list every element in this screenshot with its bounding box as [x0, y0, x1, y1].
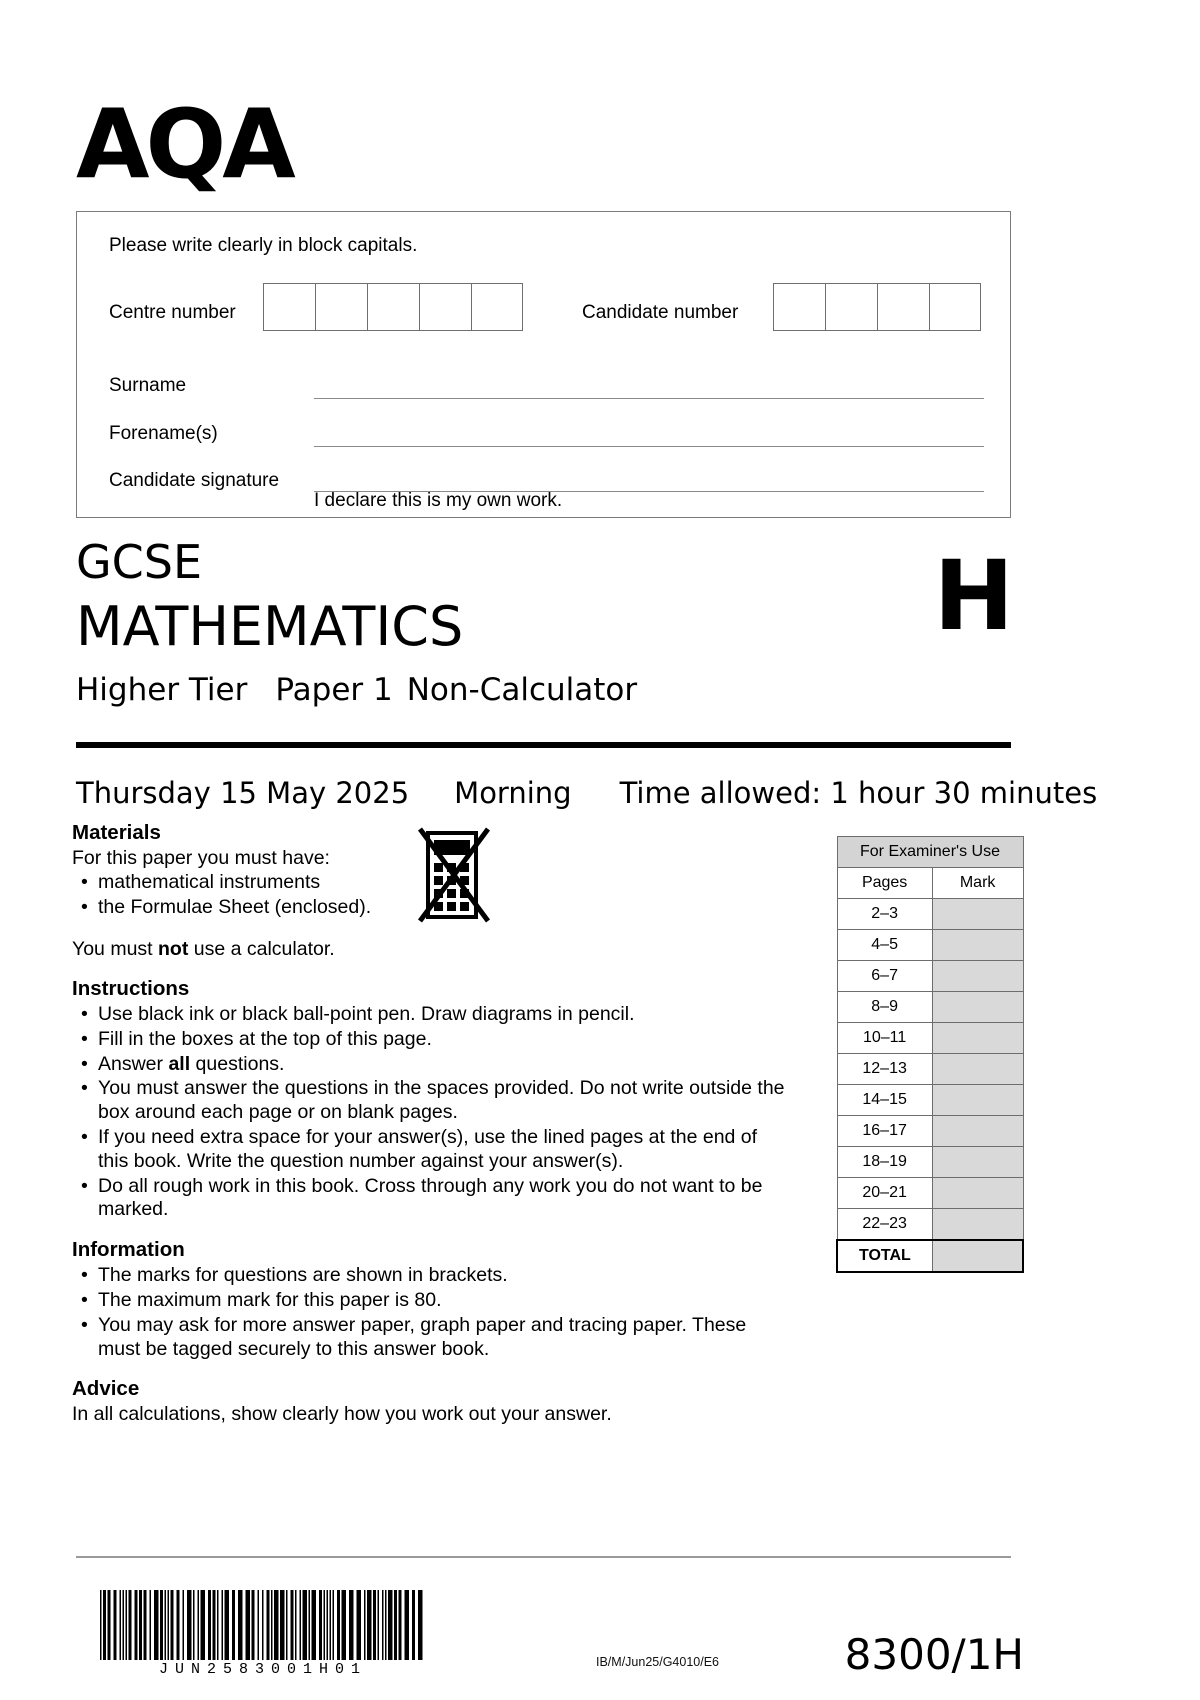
table-row	[837, 1178, 1023, 1209]
table-row	[837, 1147, 1023, 1178]
surname-field[interactable]	[314, 398, 984, 399]
total-label: TOTAL	[837, 1240, 932, 1272]
mark-cell[interactable]	[932, 930, 1023, 961]
document-reference: IB/M/Jun25/G4010/E6	[596, 1655, 719, 1669]
table-row	[837, 992, 1023, 1023]
barcode-text: JUN2583001H01	[158, 1661, 368, 1678]
pages-cell: 12–13	[837, 1054, 932, 1085]
total-value-cell[interactable]	[932, 1240, 1023, 1272]
materials-heading: Materials	[72, 821, 161, 844]
subject-title: MATHEMATICS	[76, 595, 464, 658]
centre-number-cell[interactable]	[419, 283, 471, 331]
centre-number-label: Centre number	[109, 302, 236, 323]
candidate-number-cell[interactable]	[825, 283, 877, 331]
column-header-mark: Mark	[932, 868, 1023, 899]
barcode	[98, 1590, 428, 1660]
centre-number-input[interactable]	[263, 283, 523, 331]
mark-cell[interactable]	[932, 1178, 1023, 1209]
paper-label: Paper 1	[275, 672, 393, 708]
qualification-title: GCSE	[76, 535, 203, 589]
examiner-use-table	[836, 836, 1024, 1273]
pages-cell: 6–7	[837, 961, 932, 992]
list-item: • You must answer the questions in the spaces provided. Do not write outside the box around each page or on blank pages.	[98, 1077, 792, 1125]
forename-label: Forename(s)	[109, 423, 218, 444]
information-list	[72, 1264, 792, 1361]
pages-cell: 22–23	[837, 1209, 932, 1241]
surname-label: Surname	[109, 375, 187, 396]
centre-number-cell[interactable]	[263, 283, 315, 331]
pages-cell: 14–15	[837, 1085, 932, 1116]
centre-number-cell[interactable]	[471, 283, 523, 331]
information-heading: Information	[72, 1238, 185, 1262]
tier-letter-badge: H	[933, 540, 1014, 652]
materials-list	[72, 871, 792, 920]
exam-session: Morning	[454, 776, 572, 810]
tier-label: Higher Tier	[76, 672, 248, 708]
list-item: • If you need extra space for your answer(s), use the lined pages at the end of this book. Write the question number against your answer(s).	[98, 1126, 792, 1174]
table-row	[837, 1116, 1023, 1147]
list-item: • mathematical instruments	[98, 871, 792, 895]
candidate-number-cell[interactable]	[877, 283, 929, 331]
mark-cell[interactable]	[932, 1023, 1023, 1054]
mark-cell[interactable]	[932, 1209, 1023, 1241]
list-item: • Do all rough work in this book. Cross through any work you do not want to be marked.	[98, 1175, 792, 1223]
mark-cell[interactable]	[932, 961, 1023, 992]
instructions-list	[72, 1003, 792, 1222]
instructions-heading: Instructions	[72, 977, 190, 1001]
instructions-column	[72, 820, 792, 1427]
examiner-table-total-row	[837, 1240, 1023, 1272]
mark-cell[interactable]	[932, 1054, 1023, 1085]
time-allowed: Time allowed: 1 hour 30 minutes	[619, 776, 1098, 810]
mark-cell[interactable]	[932, 1116, 1023, 1147]
table-row	[837, 1054, 1023, 1085]
mark-cell[interactable]	[932, 992, 1023, 1023]
calculator-note	[72, 938, 792, 962]
candidate-number-input[interactable]	[773, 283, 981, 331]
exam-date: Thursday 15 May 2025	[76, 776, 410, 810]
forename-field[interactable]	[314, 446, 984, 447]
aqa-logo: AQA	[76, 90, 292, 200]
pages-cell: 8–9	[837, 992, 932, 1023]
pages-cell: 10–11	[837, 1023, 932, 1054]
mark-cell[interactable]	[932, 1147, 1023, 1178]
table-row	[837, 1209, 1023, 1241]
calculator-label: Non-Calculator	[406, 672, 638, 708]
candidate-details-box	[76, 211, 1011, 518]
candidate-number-label: Candidate number	[582, 302, 739, 323]
list-item: • Answer all questions.	[98, 1053, 792, 1077]
table-row	[837, 1085, 1023, 1116]
block-capitals-instruction: Please write clearly in block capitals.	[109, 235, 418, 256]
advice-text: In all calculations, show clearly how you work out your answer.	[72, 1403, 612, 1426]
advice-heading: Advice	[72, 1377, 140, 1401]
list-item: • Fill in the boxes at the top of this page.	[98, 1028, 792, 1052]
mark-cell[interactable]	[932, 899, 1023, 930]
table-row	[837, 961, 1023, 992]
pages-cell: 2–3	[837, 899, 932, 930]
centre-number-cell[interactable]	[315, 283, 367, 331]
candidate-number-cell[interactable]	[773, 283, 825, 331]
list-item: • The marks for questions are shown in brackets.	[98, 1264, 792, 1288]
centre-number-cell[interactable]	[367, 283, 419, 331]
header-divider	[76, 742, 1011, 748]
calc-note-bold: not	[158, 938, 189, 961]
candidate-number-cell[interactable]	[929, 283, 981, 331]
pages-cell: 4–5	[837, 930, 932, 961]
candidate-signature-label: Candidate signature	[109, 470, 280, 491]
table-row	[837, 930, 1023, 961]
list-item: • the Formulae Sheet (enclosed).	[98, 896, 792, 920]
footer-divider	[76, 1556, 1011, 1558]
list-item: • The maximum mark for this paper is 80.	[98, 1289, 792, 1313]
calc-note-pre: You must	[72, 938, 158, 961]
pages-cell: 16–17	[837, 1116, 932, 1147]
examiner-table-header-row	[837, 868, 1023, 899]
paper-code: 8300/1H	[844, 1630, 1024, 1679]
list-item: • You may ask for more answer paper, graph paper and tracing paper. These must be tagged securely to this answer book.	[98, 1314, 792, 1362]
table-row	[837, 1023, 1023, 1054]
table-row	[837, 899, 1023, 930]
mark-cell[interactable]	[932, 1085, 1023, 1116]
materials-intro: For this paper you must have:	[72, 847, 330, 869]
calc-note-post: use a calculator.	[188, 938, 335, 961]
list-item: • Use black ink or black ball-point pen. Draw diagrams in pencil.	[98, 1003, 792, 1027]
pages-cell: 20–21	[837, 1178, 932, 1209]
examiner-table-title: For Examiner's Use	[837, 837, 1023, 868]
pages-cell: 18–19	[837, 1147, 932, 1178]
examiner-table-title-row	[837, 837, 1023, 868]
exam-datetime-line	[76, 776, 1097, 810]
declaration-text: I declare this is my own work.	[314, 490, 563, 511]
column-header-pages: Pages	[837, 868, 932, 899]
tier-paper-line	[76, 672, 637, 708]
